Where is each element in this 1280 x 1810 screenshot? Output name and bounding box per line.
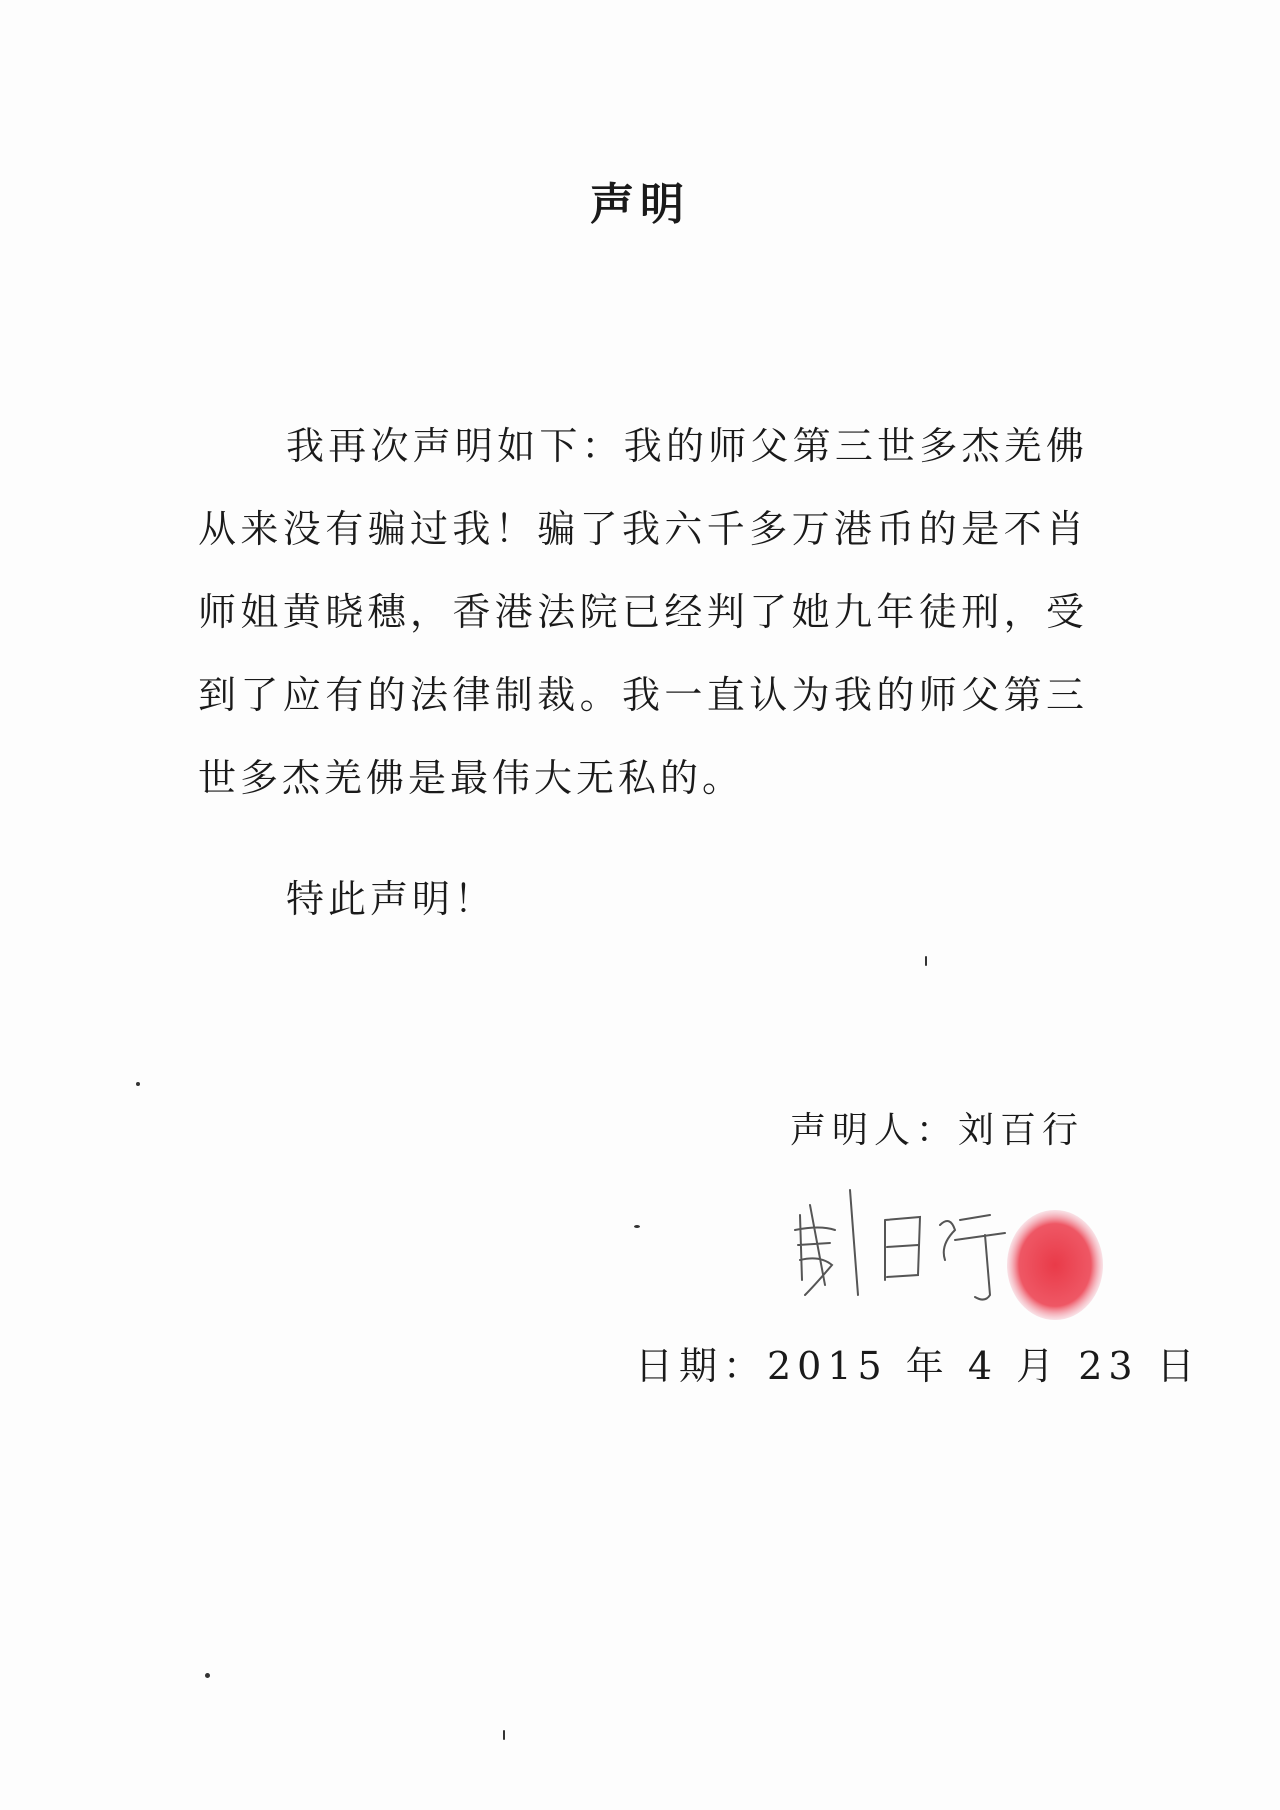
date-line: 日期：2015 年 4 月 23 日	[635, 1344, 1201, 1388]
scan-speck	[205, 1673, 210, 1678]
scan-speck	[503, 1730, 505, 1740]
scan-speck	[634, 1225, 640, 1228]
handwritten-signature-with-fingerprint	[790, 1185, 1130, 1335]
fingerprint-seal	[1007, 1210, 1103, 1320]
scan-speck	[136, 1082, 140, 1086]
signature-icon	[790, 1185, 1130, 1335]
closing-statement: 特此声明！	[286, 877, 497, 921]
signer-line: 声明人：刘百行	[790, 1110, 1085, 1151]
declaration-body: 我再次声明如下：我的师父第三世多杰羌佛从来没有骗过我！骗了我六千多万港币的是不肖师姐黄晓穗，香港法院已经判了她九年徒刑，受到了应有的法律制裁。我一直认为我的师父第三世多杰羌佛是最伟大无私的。	[198, 424, 1088, 800]
document-title: 声明	[590, 179, 690, 230]
scan-speck	[925, 956, 927, 966]
